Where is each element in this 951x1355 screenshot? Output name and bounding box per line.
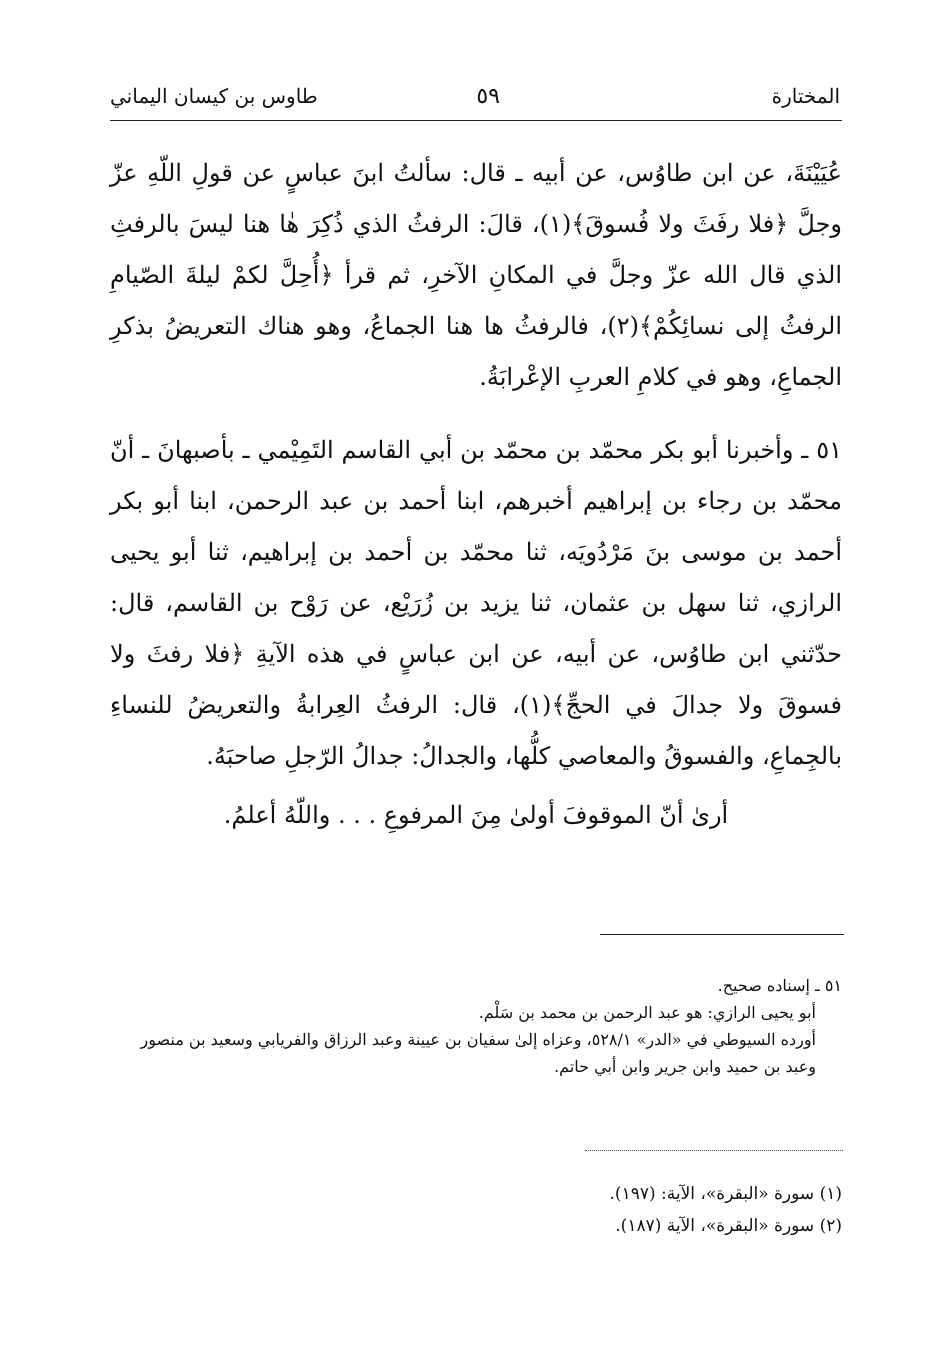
footnotes: [110, 1178, 842, 1242]
footnote-1: (١) سورة «البقرة»، الآية: (١٩٧).: [609, 1184, 842, 1204]
note-source: أورده السيوطي في «الدر» ٥٢٨/١، وعزاه إلىٰ سفيان بن عيينة وعبد الرزاق والفريابي وسعيد بن منصور وعبد بن حميد وابن جرير وابن أبي حاتم.: [140, 1030, 816, 1076]
commentary-notes: [110, 972, 842, 1080]
header-divider: [110, 120, 842, 121]
chapter-title: طاوس بن كيسان اليماني: [110, 84, 318, 108]
footnote-2: (٢) سورة «البقرة»، الآية (١٨٧).: [615, 1216, 842, 1236]
paragraph-continuation: عُيَيْنَةَ، عن ابن طاوُس، عن أبيه ـ قال: سألتُ ابنَ عباسٍ عن قولِ اللّهِ عزّ وجلَّ ﴿فلا رفَثَ ولا فُسوقَ﴾(١)، قالَ: الرفثُ الذي ذُكِرَ هٰا هنا ليسَ بالرفثِ الذي قال الله عزّ وجلَّ في المكانِ الآخرِ، ثم قرأ ﴿أُحِلَّ لكمْ ليلةَ الصّيامِ الرفثُ إلى نسائِكُمْ﴾(٢)، فالرفثُ ها هنا الجماعُ، وهو هناك التعريضُ بذكرِ الجماعِ، وهو في كلامِ العربِ الإعْرابَةُ.: [110, 159, 842, 391]
paragraph-conclusion: أرىٰ أنّ الموقوفَ أولىٰ مِنَ المرفوعِ . . . واللّهُ أعلمُ.: [223, 801, 729, 829]
main-text: [110, 148, 842, 841]
book-title: المختارة: [771, 84, 840, 108]
note-narrator: أبو يحيى الرازي: هو عبد الرحمن بن محمد بن سَلْم.: [478, 1003, 816, 1022]
page-number: ٥٩: [476, 84, 500, 109]
paragraph-hadith-51: ٥١ ـ وأخبرنا أبو بكر محمّد بن محمّد بن أبي القاسم التَمِيْمي ـ بأصبهانَ ـ أنّ محمّد بن رجاء بن إبراهيم أخبرهم، ابنا أحمد بن عبد الرحمن، ابنا أبو بكر أحمد بن موسى بنَ مَرْدُويَه، ثنا محمّد بن أحمد بن إبراهيم، ثنا أبو يحيى الرازي، ثنا سهل بن عثمان، ثنا يزيد بن زُرَيْع، عن رَوْح بن القاسم، قال: حدّثني ابن طاوُس، عن أبيه، عن ابن عباسٍ في هذه الآيةِ ﴿فلا رفثَ ولا فسوقَ ولا جدالَ في الحجِّ﴾(١)، قال: الرفثُ العِرابةُ والتعريضُ للنساءِ بالجِماعِ، والفسوقُ والمعاصي كلُّها، والجدالُ: جدالُ الرّجلِ صاحبَهُ.: [110, 436, 842, 770]
page-header: [110, 84, 840, 114]
footnotes-divider: [585, 1150, 843, 1151]
note-isnad: ٥١ ـ إسناده صحيح.: [717, 976, 842, 995]
notes-divider: [600, 934, 844, 935]
